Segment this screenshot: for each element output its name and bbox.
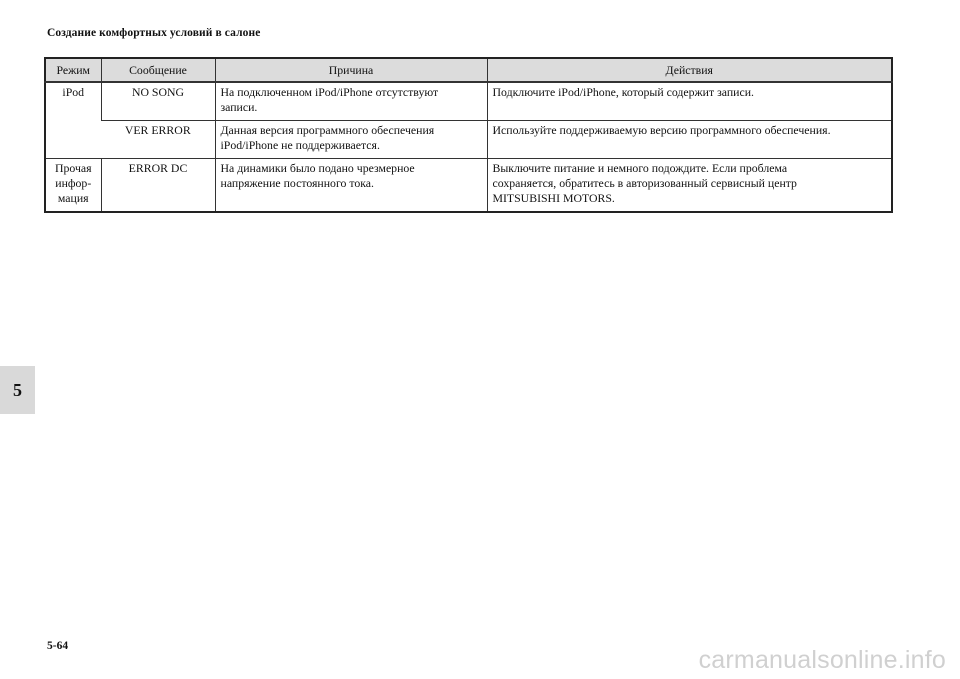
header-cause: Причина (215, 58, 487, 82)
header-message: Сообщение (101, 58, 215, 82)
message-cell: VER ERROR (101, 121, 215, 159)
cause-cell: На подключенном iPod/iPhone отсутствуют записи. (215, 82, 487, 121)
action-cell: Подключите iPod/iPhone, который содержит записи. (487, 82, 892, 121)
section-title: Создание комфортных условий в салоне (47, 27, 261, 39)
cause-cell: На динамики было подано чрезмерное напряжение постоянного тока. (215, 159, 487, 213)
table-row (45, 159, 892, 213)
watermark: carmanualsonline.info (698, 646, 946, 674)
mode-cell (45, 82, 101, 159)
page-number: 5-64 (47, 640, 69, 652)
mode-cell: Прочая инфор- мация (45, 159, 101, 213)
action-cell: Используйте поддерживаемую версию программного обеспечения. (487, 121, 892, 159)
message-cell: ERROR DC (101, 159, 215, 213)
table-header-row (45, 58, 892, 82)
chapter-number: 5 (13, 379, 22, 400)
mode-ipod: iPod (62, 85, 85, 99)
table-row (45, 121, 892, 159)
message-cell: NO SONG (101, 82, 215, 121)
action-cell: Выключите питание и немного подождите. Если проблема сохраняется, обратитесь в авторизованный сервисный центр MITSUBISHI MOTORS. (487, 159, 892, 213)
error-message-table (44, 57, 893, 213)
chapter-tab (0, 366, 35, 414)
header-action: Действия (487, 58, 892, 82)
cause-cell: Данная версия программного обеспечения iPod/iPhone не поддерживается. (215, 121, 487, 159)
header-mode: Режим (45, 58, 101, 82)
table-row (45, 82, 892, 121)
